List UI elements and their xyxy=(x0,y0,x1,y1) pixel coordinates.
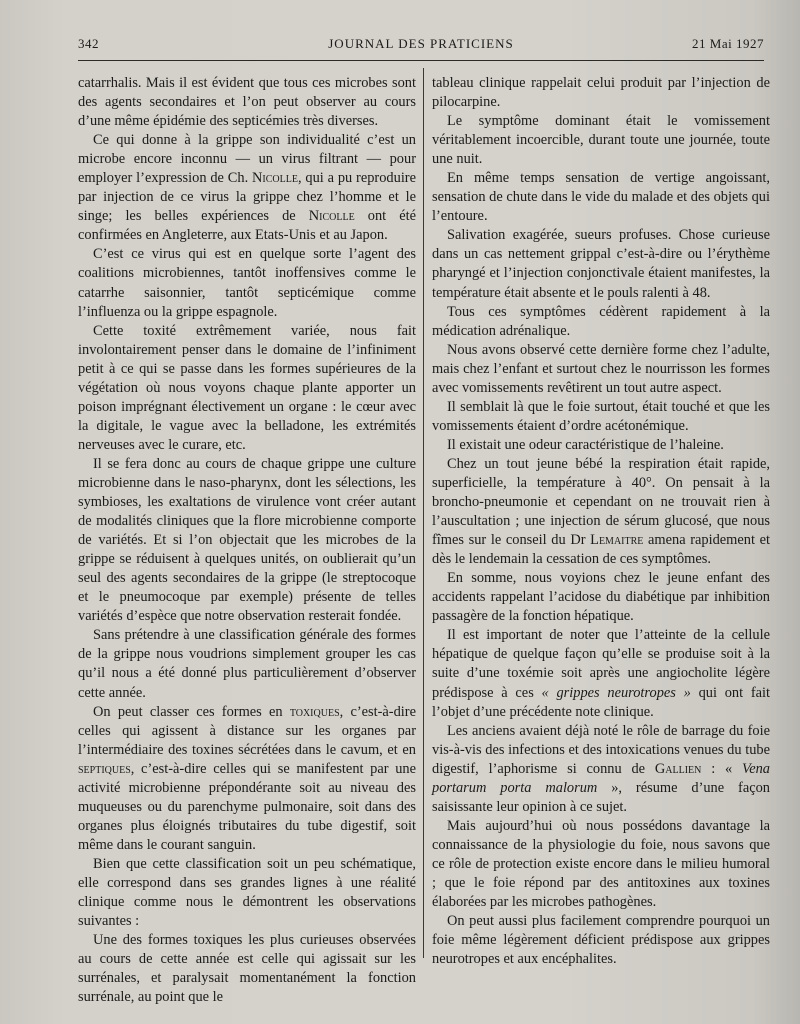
paragraph: Sans prétendre à une classification générale des formes de la grippe nous voudrions simplement grouper les cas qu’il nous a été donné plus particulièrement d’observer cette année. xyxy=(78,627,416,701)
paragraph: Il se fera donc au cours de chaque grippe une culture microbienne dans le naso-pharynx, dont les sélections, les symbioses, les exaltations de virulence vont créer autant de modalités cliniques que la flore microbienne comporte de variétés. Et si l’on objectait que les microbes de la grippe se réduisent à quelques unités, on oublierait qu’un seul des agents secondaires de la grippe (le streptocoque et le pneumocoque par exemple) présente de telles variétés d’espèce que notre observation resterait fondée. xyxy=(78,455,416,625)
paragraph: Nous avons observé cette dernière forme chez l’adulte, mais chez l’enfant et surtout chez le nourrisson les formes avec vomissements revêtirent un tout autre aspect. xyxy=(432,341,770,396)
paragraph: En somme, nous voyions chez le jeune enfant des accidents rappelant l’acidose du diabétique par inhibition passagère de la fonction hépatique. xyxy=(432,570,770,625)
paragraph: Ce qui donne à la grippe son individualité c’est un microbe encore inconnu — un virus filtrant — pour employer l’expression de Ch. Nicolle, qui a pu reproduire par injection de ce virus la grippe chez l’homme et le singe; les belles expériences de Nicolle ont été confirmées en Angleterre, aux Etats-Unis et au Japon. xyxy=(78,132,416,244)
paragraph: Salivation exagérée, sueurs profuses. Chose curieuse dans un cas nettement grippal c’est-à-dire ou l’érythème pharyngé et l’injection conjonctivale étaient manifestes, la température était absente et le pouls ralenti à 48. xyxy=(432,227,770,301)
paragraph: catarrhalis. Mais il est évident que tous ces microbes sont des agents secondaires et l’on peut observer au cours d’une même épidémie des septicémies très diverses. xyxy=(78,75,416,130)
paragraph: C’est ce virus qui est en quelque sorte l’agent des coalitions microbiennes, tantôt inoffensives comme le catarrhe saisonnier, tantôt septicémique comme l’influenza ou la grippe espagnole. xyxy=(78,246,416,320)
paragraph: Chez un tout jeune bébé la respiration était rapide, superficielle, la température à 40°. On pensait à la broncho-pneumonie et cependant on ne trouvait rien à l’auscultation ; une injection de sérum glucosé, que nous fîmes sur le conseil du Dr Lemaitre amena rapidement et dès le lendemain la cessation de ces symptômes. xyxy=(432,455,770,568)
paragraph: Les anciens avaient déjà noté le rôle de barrage du foie vis-à-vis des infections et des intoxications venues du tube digestif, l’aphorisme si connu de Gallien : « Vena portarum porta malorum », résume d’une façon saisissante leur opinion à ce sujet. xyxy=(432,722,770,815)
paragraph: tableau clinique rappelait celui produit par l’injection de pilocarpine. xyxy=(432,75,770,111)
paragraph: Le symptôme dominant était le vomissement véritablement incoercible, durant toute une journée, toute une nuit. xyxy=(432,113,770,168)
paragraph: Cette toxité extrêmement variée, nous fait involontairement penser dans le domaine de l’infiniment petit à ce qui se passe dans les formes supérieures de la végétation où nous voyons chaque plante apporter un poison imprégnant électivement un organe : le cœur avec la digitale, le vague avec la belladone, les extrémités nerveuses avec le curare, etc. xyxy=(78,322,416,453)
paragraph: Il semblait là que le foie surtout, était touché et que les vomissements étaient d’ordre acétonémique. xyxy=(432,398,770,434)
page-number: 342 xyxy=(78,36,99,51)
running-head xyxy=(78,36,764,56)
column-divider xyxy=(423,68,424,958)
paragraph: En même temps sensation de vertige angoissant, sensation de chute dans le vide du malade et des objets qui l’entoure. xyxy=(432,170,770,225)
issue-date: 21 Mai 1927 xyxy=(692,36,764,51)
paragraph: Une des formes toxiques les plus curieuses observées au cours de cette année est celle qui agissait sur les surrénales, et paralysait momentanément la fonction surrénale, au point que le xyxy=(78,932,416,1006)
journal-title: JOURNAL DES PRATICIENS xyxy=(328,36,514,51)
paragraph: On peut aussi plus facilement comprendre pourquoi un foie même légèrement déficient prédispose aux grippes neurotropes et aux encéphalites. xyxy=(432,913,770,968)
paragraph: Bien que cette classification soit un peu schématique, elle correspond dans ses grandes lignes à une réalité clinique comme nous le démontrent les observations suivantes : xyxy=(78,855,416,930)
paragraph: Mais aujourd’hui où nous possédons davantage la connaissance de la physiologie du foie, nous savons que ce rôle de protection existe encore dans le milieu humoral ; que le foie répond par des antitoxines aux toxines élaborées par les microbes pathogènes. xyxy=(432,817,770,911)
paragraph: Tous ces symptômes cédèrent rapidement à la médication adrénalique. xyxy=(432,303,770,339)
paragraph: Il existait une odeur caractéristique de l’haleine. xyxy=(447,436,724,453)
paragraph: Il est important de noter que l’atteinte de la cellule hépatique de quelque façon qu’elle se produise soit à la suite d’une toxémie soit après une angiocholite légère prédispose à ces « grippes neurotropes » qui ont fait l’objet d’une précédente note clinique. xyxy=(432,627,771,720)
right-column xyxy=(432,74,770,969)
paragraph: On peut classer ces formes en toxiques, c’est-à-dire celles qui agissent à distance sur les organes par l’intermédiaire des toxines sécrétées dans le cavum, et en septiques, c’est-à-dire celles qui se manifestent par une activité microbienne prépondérante soit au niveau des muqueuses ou du parenchyme pulmonaire, soit dans des organes plus éloignés tributaires du tube digestif, soit même dans le courant sanguin. xyxy=(78,703,416,853)
header-rule xyxy=(78,60,764,61)
left-column xyxy=(78,74,416,1007)
